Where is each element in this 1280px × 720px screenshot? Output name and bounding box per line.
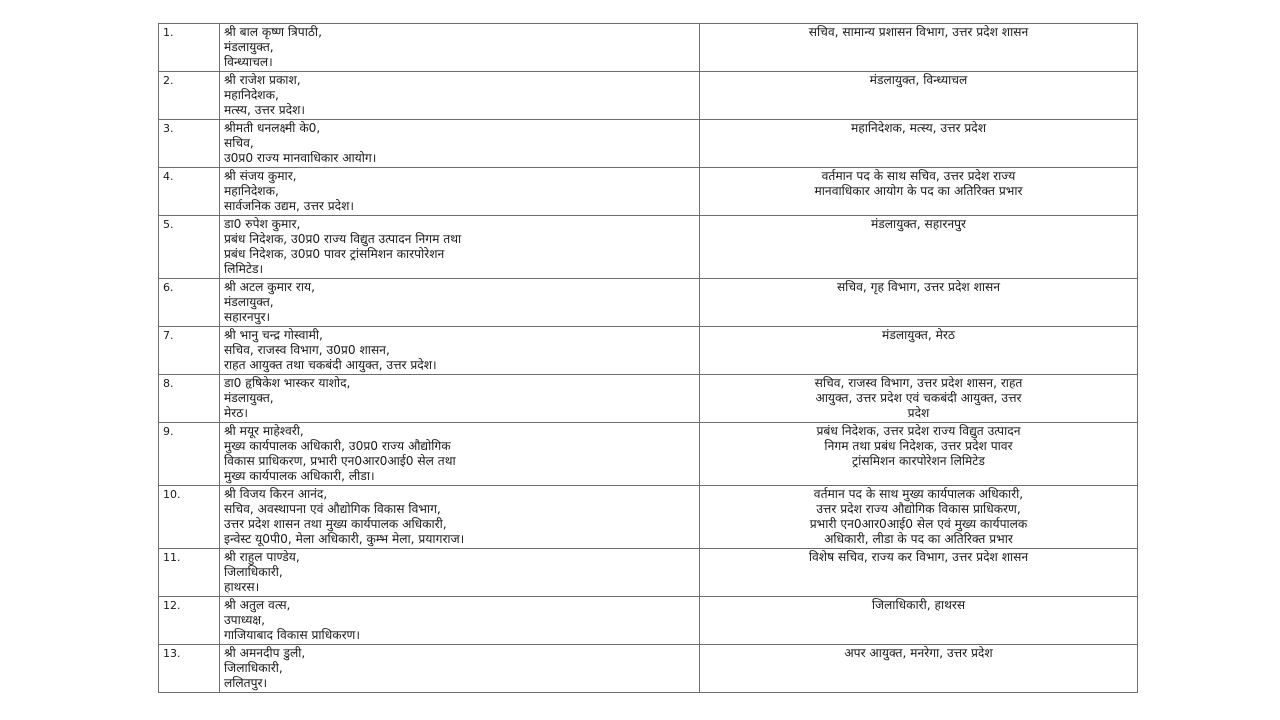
serial-number: 2.	[159, 72, 220, 120]
current-posting-line: मंडलायुक्त,	[224, 391, 274, 405]
current-posting-line: सचिव, अवस्थापना एवं औद्योगिक विकास विभाग,	[224, 502, 441, 516]
new-posting-line: मंडलायुक्त, मेरठ	[882, 328, 955, 342]
new-posting	[700, 216, 1138, 279]
current-posting-line: मुख्य कार्यपालक अधिकारी, उ0प्र0 राज्य औद्योगिक	[224, 439, 451, 453]
new-posting-line: प्रबंध निदेशक, उत्तर प्रदेश राज्य विद्युत उत्पादन	[816, 424, 1021, 438]
current-posting-line: श्री अमनदीप डुली,	[224, 646, 306, 660]
new-posting	[700, 327, 1138, 375]
new-posting-line: वर्तमान पद के साथ सचिव, उत्तर प्रदेश राज्य	[821, 169, 1016, 183]
new-posting	[700, 549, 1138, 597]
table-row	[159, 549, 1138, 597]
officer-current-posting	[220, 423, 700, 486]
new-posting	[700, 375, 1138, 423]
current-posting-line: मुख्य कार्यपालक अधिकारी, लीडा।	[224, 469, 375, 483]
current-posting-line: गाजियाबाद विकास प्राधिकरण।	[224, 628, 360, 642]
serial-number: 5.	[159, 216, 220, 279]
new-posting	[700, 486, 1138, 549]
officer-current-posting	[220, 327, 700, 375]
current-posting-line: लिमिटेड।	[224, 262, 264, 276]
new-posting-line: आयुक्त, उत्तर प्रदेश एवं चकबंदी आयुक्त, उत्तर	[815, 391, 1022, 405]
current-posting-line: श्री बाल कृष्ण त्रिपाठी,	[224, 25, 322, 39]
current-posting-line: महानिदेशक,	[224, 88, 279, 102]
current-posting-line: जिलाधिकारी,	[224, 565, 283, 579]
current-posting-line: महानिदेशक,	[224, 184, 279, 198]
new-posting-line: महानिदेशक, मत्स्य, उत्तर प्रदेश	[850, 121, 987, 135]
current-posting-line: श्री राजेश प्रकाश,	[224, 73, 301, 87]
current-posting-line: उ0प्र0 राज्य मानवाधिकार आयोग।	[224, 151, 377, 165]
current-posting-line: श्री अटल कुमार राय,	[224, 280, 315, 294]
current-posting-line: हाथरस।	[224, 580, 260, 594]
current-posting-line: प्रबंध निदेशक, उ0प्र0 राज्य विद्युत उत्पादन निगम तथा	[224, 232, 462, 246]
current-posting-line: श्री मयूर माहेश्वरी,	[224, 424, 304, 438]
current-posting-line: विन्ध्याचल।	[224, 55, 273, 69]
new-posting	[700, 423, 1138, 486]
serial-number: 11.	[159, 549, 220, 597]
current-posting-line: श्रीमती धनलक्ष्मी के0,	[224, 121, 321, 135]
current-posting-line: सचिव,	[224, 136, 254, 150]
serial-number: 12.	[159, 597, 220, 645]
new-posting	[700, 72, 1138, 120]
new-posting-line: सचिव, सामान्य प्रशासन विभाग, उत्तर प्रदेश शासन	[808, 25, 1029, 39]
new-posting	[700, 168, 1138, 216]
officer-current-posting	[220, 486, 700, 549]
new-posting-line: विशेष सचिव, राज्य कर विभाग, उत्तर प्रदेश शासन	[808, 550, 1029, 564]
new-posting-line: उत्तर प्रदेश राज्य औद्योगिक विकास प्राधिकरण,	[816, 502, 1021, 516]
new-posting	[700, 645, 1138, 693]
officer-current-posting	[220, 375, 700, 423]
new-posting	[700, 24, 1138, 72]
new-posting-line: सचिव, राजस्व विभाग, उत्तर प्रदेश शासन, राहत	[814, 376, 1023, 390]
current-posting-line: मंडलायुक्त,	[224, 40, 274, 54]
current-posting-line: श्री विजय किरन आनंद,	[224, 487, 328, 501]
table-row	[159, 597, 1138, 645]
new-posting-line: प्रभारी एन0आर0आई0 सेल एवं मुख्य कार्यपालक	[809, 517, 1028, 531]
table-row	[159, 24, 1138, 72]
current-posting-line: उपाध्यक्ष,	[224, 613, 266, 627]
new-posting-line: अधिकारी, लीडा के पद का अतिरिक्त प्रभार	[824, 532, 1013, 546]
current-posting-line: मत्स्य, उत्तर प्रदेश।	[224, 103, 306, 117]
table-row	[159, 120, 1138, 168]
current-posting-line: मेरठ।	[224, 406, 248, 420]
officer-current-posting	[220, 549, 700, 597]
officer-current-posting	[220, 24, 700, 72]
current-posting-line: सार्वजनिक उद्यम, उत्तर प्रदेश।	[224, 199, 355, 213]
current-posting-line: श्री अतुल वत्स,	[224, 598, 291, 612]
new-posting-line: मानवाधिकार आयोग के पद का अतिरिक्त प्रभार	[814, 184, 1023, 198]
new-posting-line: अपर आयुक्त, मनरेगा, उत्तर प्रदेश	[844, 646, 993, 660]
serial-number: 7.	[159, 327, 220, 375]
transfer-table	[158, 23, 1138, 693]
new-posting-line: जिलाधिकारी, हाथरस	[871, 598, 966, 612]
current-posting-line: सहारनपुर।	[224, 310, 271, 324]
current-posting-line: डा0 रुपेश कुमार,	[224, 217, 301, 231]
current-posting-line: श्री राहुल पाण्डेय,	[224, 550, 300, 564]
current-posting-line: सचिव, राजस्व विभाग, उ0प्र0 शासन,	[224, 343, 390, 357]
officer-current-posting	[220, 645, 700, 693]
serial-number: 6.	[159, 279, 220, 327]
serial-number: 3.	[159, 120, 220, 168]
new-posting	[700, 120, 1138, 168]
current-posting-line: जिलाधिकारी,	[224, 661, 283, 675]
current-posting-line: ललितपुर।	[224, 676, 268, 690]
table-row	[159, 486, 1138, 549]
new-posting-line: प्रदेश	[907, 406, 930, 420]
new-posting-line: निगम तथा प्रबंध निदेशक, उत्तर प्रदेश पावर	[824, 439, 1013, 453]
current-posting-line: श्री संजय कुमार,	[224, 169, 297, 183]
current-posting-line: उत्तर प्रदेश शासन तथा मुख्य कार्यपालक अधिकारी,	[224, 517, 447, 531]
current-posting-line: श्री भानु चन्द्र गोस्वामी,	[224, 328, 323, 342]
serial-number: 4.	[159, 168, 220, 216]
table-row	[159, 645, 1138, 693]
transfer-table-body	[159, 24, 1138, 693]
serial-number: 9.	[159, 423, 220, 486]
table-row	[159, 168, 1138, 216]
officer-current-posting	[220, 120, 700, 168]
current-posting-line: राहत आयुक्त तथा चकबंदी आयुक्त, उत्तर प्रदेश।	[224, 358, 437, 372]
table-row	[159, 216, 1138, 279]
current-posting-line: मंडलायुक्त,	[224, 295, 274, 309]
officer-current-posting	[220, 216, 700, 279]
table-row	[159, 375, 1138, 423]
current-posting-line: डा0 हृषिकेश भास्कर याशोद,	[224, 376, 351, 390]
officer-current-posting	[220, 279, 700, 327]
new-posting-line: वर्तमान पद के साथ मुख्य कार्यपालक अधिकारी,	[813, 487, 1024, 501]
officer-current-posting	[220, 72, 700, 120]
new-posting	[700, 279, 1138, 327]
new-posting-line: मंडलायुक्त, विन्ध्याचल	[869, 73, 968, 87]
serial-number: 13.	[159, 645, 220, 693]
new-posting-line: मंडलायुक्त, सहारनपुर	[870, 217, 967, 231]
current-posting-line: विकास प्राधिकरण, प्रभारी एन0आर0आई0 सेल तथा	[224, 454, 456, 468]
serial-number: 8.	[159, 375, 220, 423]
table-row	[159, 72, 1138, 120]
serial-number: 1.	[159, 24, 220, 72]
officer-current-posting	[220, 597, 700, 645]
current-posting-line: इन्वेस्ट यू0पी0, मेला अधिकारी, कुम्भ मेला, प्रयागराज।	[224, 532, 465, 546]
new-posting-line: ट्रांसमिशन कारपोरेशन लिमिटेड	[852, 454, 985, 468]
table-row	[159, 423, 1138, 486]
new-posting-line: सचिव, गृह विभाग, उत्तर प्रदेश शासन	[836, 280, 1001, 294]
new-posting	[700, 597, 1138, 645]
table-row	[159, 327, 1138, 375]
table-row	[159, 279, 1138, 327]
current-posting-line: प्रबंध निदेशक, उ0प्र0 पावर ट्रांसमिशन कारपोरेशन	[224, 247, 445, 261]
officer-current-posting	[220, 168, 700, 216]
serial-number: 10.	[159, 486, 220, 549]
